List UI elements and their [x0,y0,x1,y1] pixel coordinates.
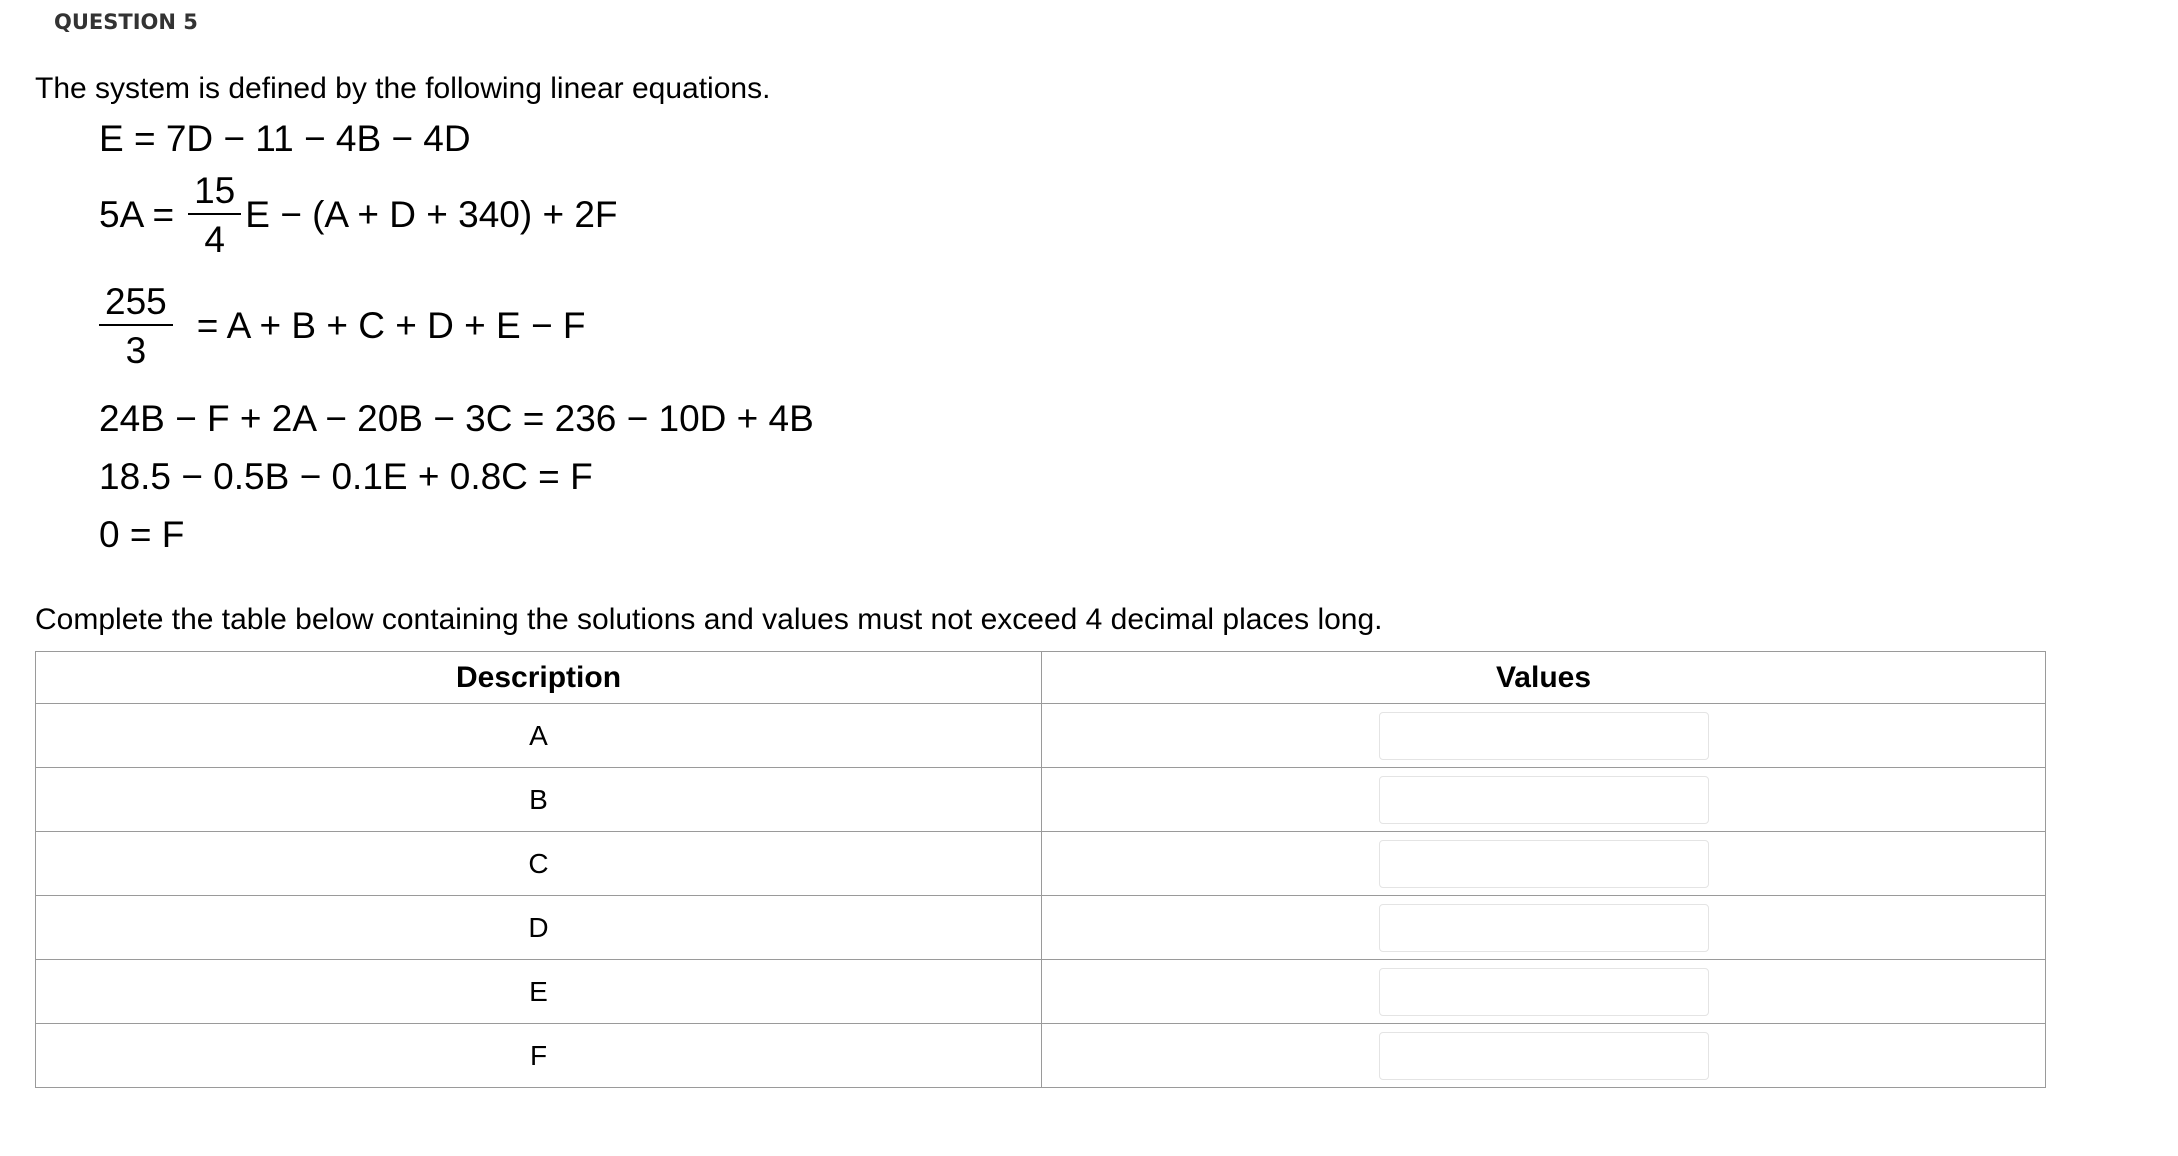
table-row [36,832,2046,896]
description-header: Description [36,652,1042,704]
equation-2-denominator: 4 [204,219,225,260]
equation-1-text: E = 7D − 11 − 4B − 4D [99,118,471,159]
table-row [36,768,2046,832]
equation-3-numerator: 255 [99,283,173,326]
equation-6-text: 0 = F [99,514,185,555]
equation-2-numerator: 15 [188,172,241,215]
value-input-a[interactable] [1379,712,1709,760]
instructions-text: Complete the table below containing the solutions and values must not exceed 4 decimal places long. [35,603,1383,636]
row-value-cell [1042,704,2046,768]
row-value-cell [1042,896,2046,960]
equation-3-denominator: 3 [125,330,147,371]
row-value-cell [1042,960,2046,1024]
table-row [36,960,2046,1024]
equation-5 [99,456,593,498]
value-input-c[interactable] [1379,840,1709,888]
equation-2 [99,172,618,258]
value-input-d[interactable] [1379,904,1709,952]
table-row [36,896,2046,960]
values-header: Values [1042,652,2046,704]
equation-5-text: 18.5 − 0.5B − 0.1E + 0.8C = F [99,456,593,497]
row-description: C [36,832,1042,896]
row-description: F [36,1024,1042,1088]
equation-4 [99,398,814,440]
equation-3 [99,283,585,369]
row-description: B [36,768,1042,832]
row-value-cell [1042,832,2046,896]
row-description: D [36,896,1042,960]
equation-2-rhs: E − (A + D + 340) + 2F [245,194,618,235]
intro-text: The system is defined by the following linear equations. [35,72,771,105]
table-header-row [36,652,2046,704]
value-input-b[interactable] [1379,776,1709,824]
equation-6 [99,514,184,556]
row-value-cell [1042,768,2046,832]
equation-2-lhs: 5A = [99,194,175,235]
value-input-f[interactable] [1379,1032,1709,1080]
row-description: A [36,704,1042,768]
solutions-table [35,651,2046,1088]
equation-3-fraction [99,283,173,369]
equation-1 [99,118,471,160]
question-header: QUESTION 5 [54,10,198,34]
row-value-cell [1042,1024,2046,1088]
table-row [36,1024,2046,1088]
equation-4-text: 24B − F + 2A − 20B − 3C = 236 − 10D + 4B [99,398,814,439]
equation-2-fraction [188,172,241,258]
value-input-e[interactable] [1379,968,1709,1016]
equation-3-rhs: = A + B + C + D + E − F [196,305,586,346]
table-row [36,704,2046,768]
row-description: E [36,960,1042,1024]
